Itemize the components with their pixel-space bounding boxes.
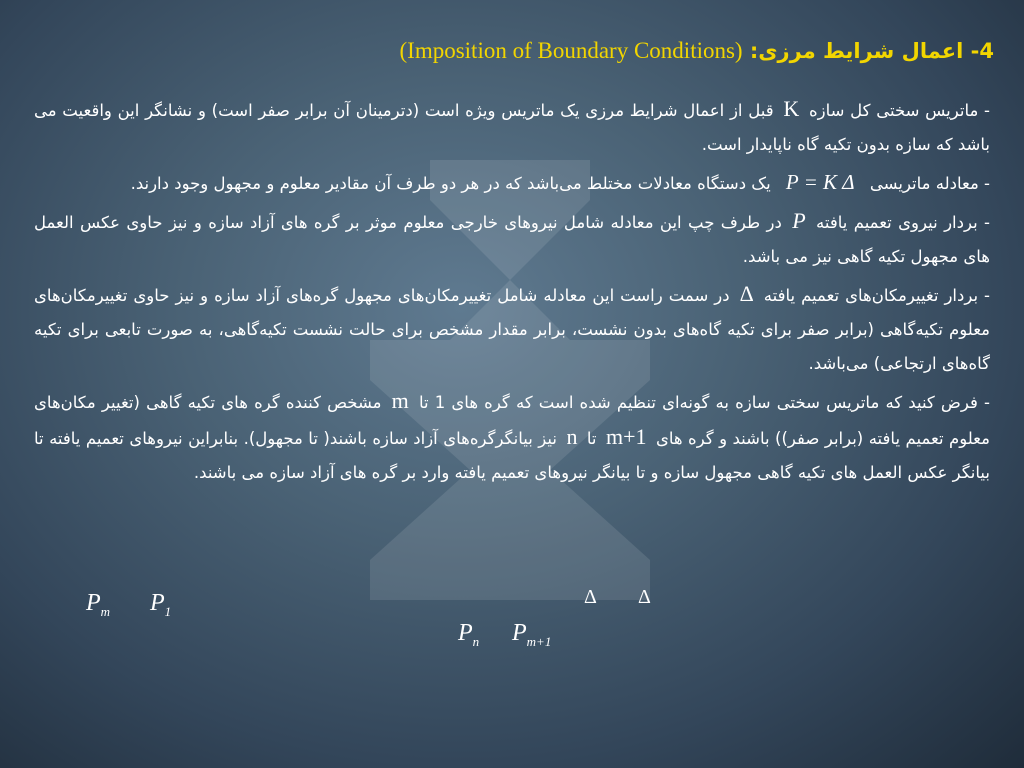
symbol-P-m-plus-1: $P_{m+1}$ (512, 620, 552, 649)
symbol-m: m (391, 388, 409, 413)
symbol-delta: Δ (739, 281, 754, 306)
paragraph-2 (34, 165, 990, 201)
p3-text-a: - بردار نیروی تعمیم یافته (816, 213, 990, 232)
p5-text-b: مشخص کننده گره های تکیه گاهی (تغییر مکان‌های معلوم تعمیم یافته (برابر صفر)) باشند و گره های (34, 393, 990, 448)
symbol-P-m: $P_m$ (86, 590, 111, 619)
p4-text-b: در سمت راست این معادله شامل تغییرمکان‌های مجهول گره‌های آزاد سازه و نیز حاوی تغییرمکان‌های معلوم تکیه‌گاهی (برابر صفر برای تکیه گاه‌های بدون نشست، برابر مقدار مشخص برای حالت نشست تکیه‌گاهی، به صورت تابعی برای تکیه گاه‌های ارتجاعی) می‌باشد. (34, 286, 990, 373)
equation-P-K-Delta: P = K Δ (785, 170, 855, 194)
p2-text-b: یک دستگاه معادلات مختلط می‌باشد که در هر دو طرف آن مقادیر معلوم و مجهول وجود دارند. (130, 174, 771, 193)
p1-text-b: قبل از اعمال شرایط مرزی یک ماتریس ویژه است (دترمینان آن برابر صفر است) و نشانگر این واقعیت می باشد که سازه بدون تکیه گاه ناپایدار است. (34, 101, 990, 154)
symbol-m-plus-1: m+1 (605, 424, 647, 449)
title-english: (Imposition of Boundary Conditions) (399, 38, 743, 63)
paragraph-3 (34, 204, 990, 274)
paragraph-4 (34, 277, 990, 381)
symbol-P: P (792, 208, 806, 233)
symbol-n: n (566, 424, 578, 449)
slide-body (34, 92, 990, 493)
p3-text-b: در طرف چپ این معادله شامل نیروهای خارجی معلوم موثر بر گره های آزاد سازه و نیز حاوی عکس العمل های مجهول تکیه گاهی نیز می باشد. (34, 213, 990, 266)
symbol-delta-b: Δ (638, 586, 651, 608)
p5-text-a: - فرض کنید که ماتریس سختی سازه به گونه‌ای تنظیم شده است که گره های 1 تا (418, 393, 990, 412)
p5-text-c: تا (586, 429, 597, 448)
p5-text-d: نیز بیانگرگره‌های آزاد سازه باشند( تا مجهول). بنابراین نیروهای تعمیم یافته تا بیانگر عکس العمل های تکیه گاهی مجهول سازه و تا بیانگر نیروهای تعمیم یافته وارد بر گره های آزاد سازه می باشند. (34, 429, 990, 482)
symbol-delta-a: Δ (584, 586, 597, 608)
slide-title (30, 38, 994, 64)
paragraph-5 (34, 384, 990, 490)
p2-text-a: - معادله ماتریسی (869, 174, 990, 193)
paragraph-1 (34, 92, 990, 162)
p4-text-a: - بردار تغییرمکان‌های تعمیم یافته (763, 286, 991, 305)
symbol-P-1: $P_1$ (150, 590, 172, 619)
p1-text-a: - ماتریس سختی کل سازه (808, 101, 991, 120)
title-persian: 4- اعمال شرایط مرزی: (749, 39, 994, 63)
symbol-P-n: $P_n$ (458, 620, 480, 649)
symbol-K: K (783, 96, 800, 121)
